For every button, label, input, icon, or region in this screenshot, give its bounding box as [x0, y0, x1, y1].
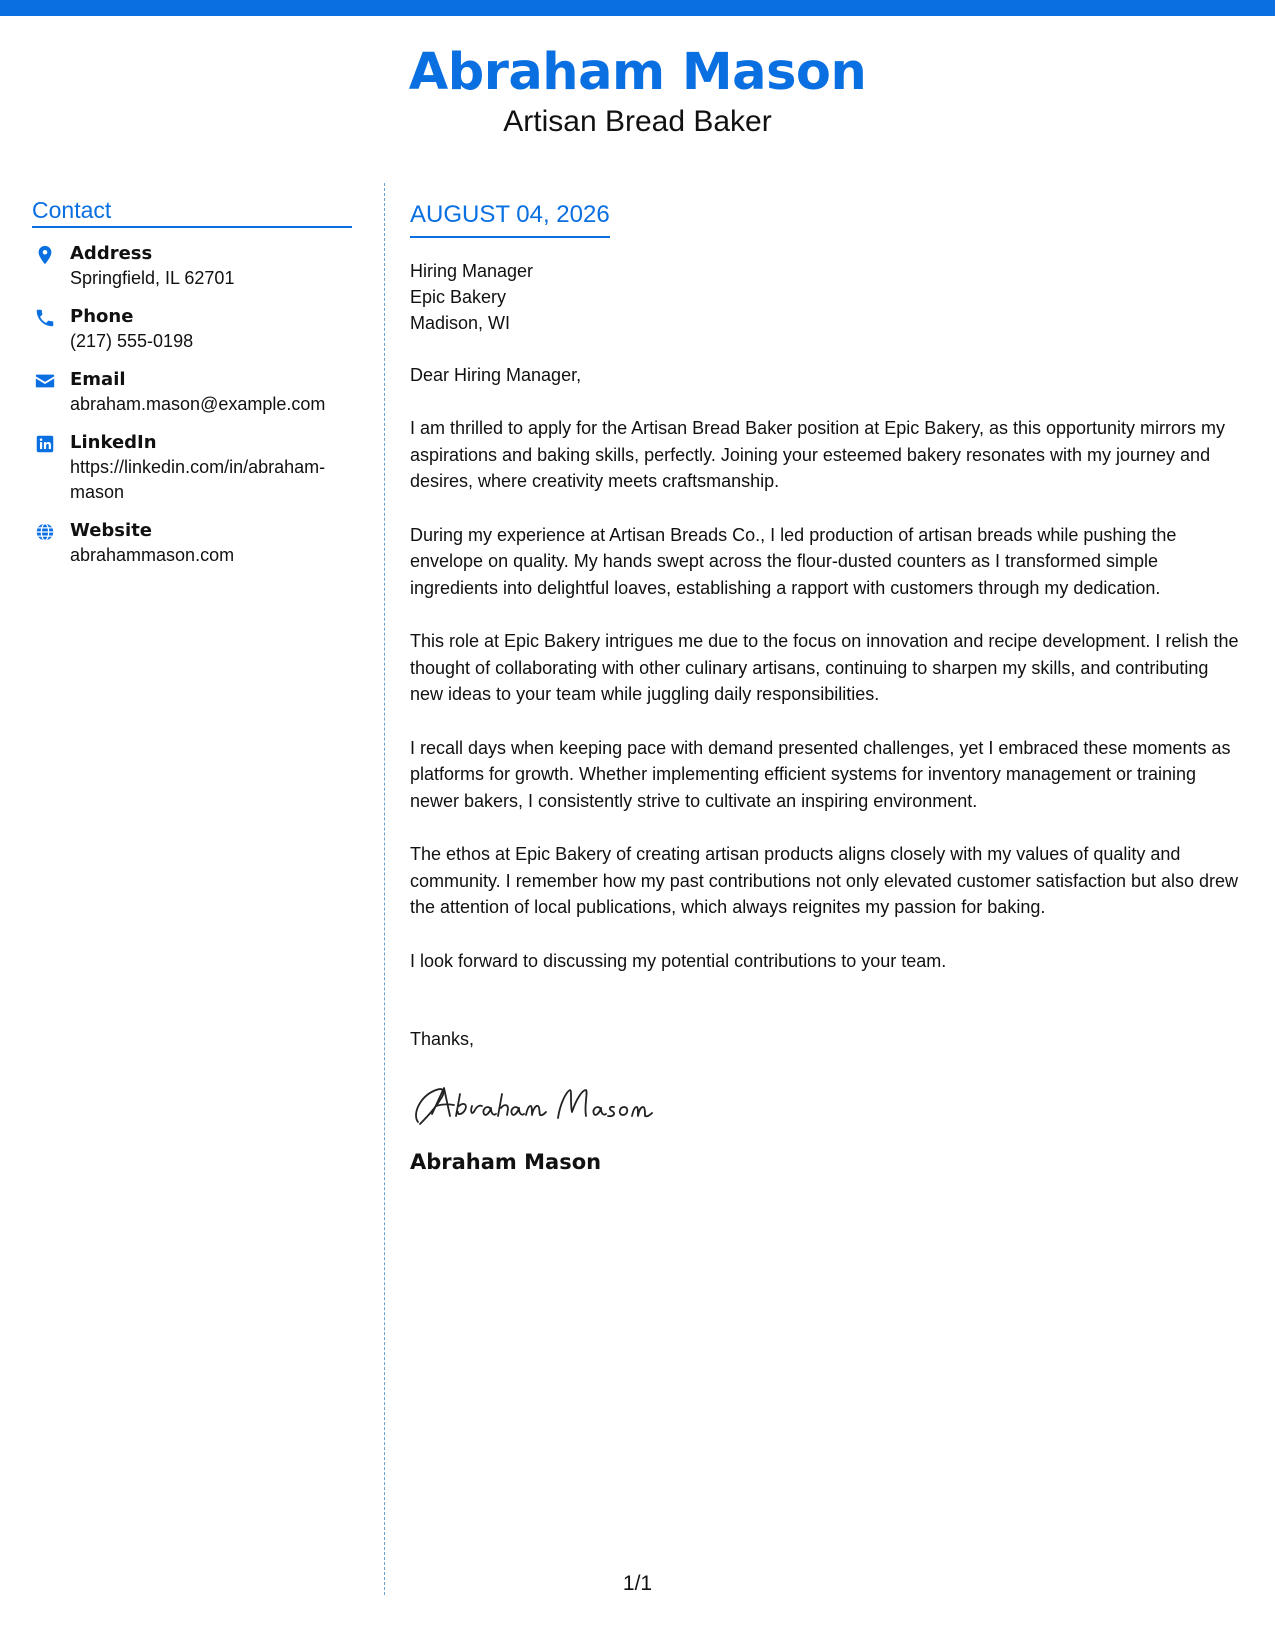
- column-divider: [384, 183, 385, 1595]
- contact-label: Website: [70, 520, 153, 541]
- body-paragraph: I look forward to discussing my potential contributions to your team.: [410, 950, 947, 971]
- body-paragraph: This role at Epic Bakery intrigues me due to the focus on innovation and recipe development. I relish the thought of collaborating with other culinary artisans, continuing to sharpen my skills, and contributing new ideas to your team while juggling daily responsibilities.: [410, 631, 1239, 704]
- contact-value: Springfield, IL 62701: [70, 268, 235, 288]
- letter-body: [410, 198, 1245, 1176]
- top-accent-bar: [0, 0, 1275, 16]
- letter-header: [0, 42, 1275, 140]
- contact-label: Email: [70, 369, 126, 390]
- contact-value[interactable]: abrahammason.com: [70, 545, 235, 565]
- contact-sidebar: [32, 196, 352, 582]
- contact-item-phone: [32, 305, 352, 354]
- contact-label: Address: [70, 243, 153, 264]
- contact-value: (217) 555-0198: [70, 331, 194, 351]
- contact-value[interactable]: abraham.mason@example.com: [70, 394, 326, 414]
- linkedin-icon: [34, 433, 56, 455]
- applicant-title: Artisan Bread Baker: [503, 105, 772, 138]
- letter-date: AUGUST 04, 2026: [410, 198, 610, 238]
- salutation: Dear Hiring Manager,: [410, 365, 582, 385]
- contact-item-website: [32, 519, 352, 568]
- handwritten-signature: [410, 1074, 1245, 1134]
- body-paragraph: The ethos at Epic Bakery of creating artisan products aligns closely with my values of quality and community. I remember how my past contributions not only elevated customer satisfaction but also drew the attention of local publications, which always reignites my passion for baking.: [410, 844, 1239, 917]
- closing: Thanks,: [410, 1029, 475, 1049]
- contact-value[interactable]: https://linkedin.com/in/abraham-mason: [70, 457, 326, 502]
- map-pin-icon: [34, 244, 56, 266]
- recipient-line: Epic Bakery: [410, 287, 507, 307]
- signed-name: Abraham Mason: [410, 1150, 602, 1174]
- phone-icon: [34, 307, 56, 329]
- applicant-name: Abraham Mason: [408, 43, 867, 102]
- email-icon: [34, 370, 56, 392]
- recipient-line: Hiring Manager: [410, 261, 534, 281]
- body-paragraph: During my experience at Artisan Breads Co., I led production of artisan breads while pushing the envelope on quality. My hands swept across the flour-dusted counters as I transformed simple ingredients into delightful loaves, establishing a rapport with customers through my dedication.: [410, 524, 1177, 598]
- body-paragraph: I recall days when keeping pace with demand presented challenges, yet I embraced these moments as platforms for growth. Whether implementing efficient systems for inventory management or training newer bakers, I consistently strive to cultivate an inspiring environment.: [410, 737, 1231, 811]
- contact-label: LinkedIn: [70, 432, 157, 453]
- recipient-line: Madison, WI: [410, 313, 511, 333]
- globe-icon: [34, 521, 56, 543]
- recipient-block: [410, 258, 1245, 336]
- body-paragraph: I am thrilled to apply for the Artisan Bread Baker position at Epic Bakery, as this opportunity mirrors my aspirations and baking skills, perfectly. Joining your esteemed bakery resonates with my journey and desires, where creativity meets craftsmanship.: [410, 418, 1226, 491]
- page-number: 1/1: [622, 1572, 653, 1595]
- contact-heading: Contact: [32, 196, 352, 228]
- contact-item-email: [32, 368, 352, 417]
- contact-item-address: [32, 242, 352, 291]
- contact-item-linkedin: [32, 431, 352, 505]
- contact-list: [32, 242, 352, 568]
- contact-label: Phone: [70, 306, 134, 327]
